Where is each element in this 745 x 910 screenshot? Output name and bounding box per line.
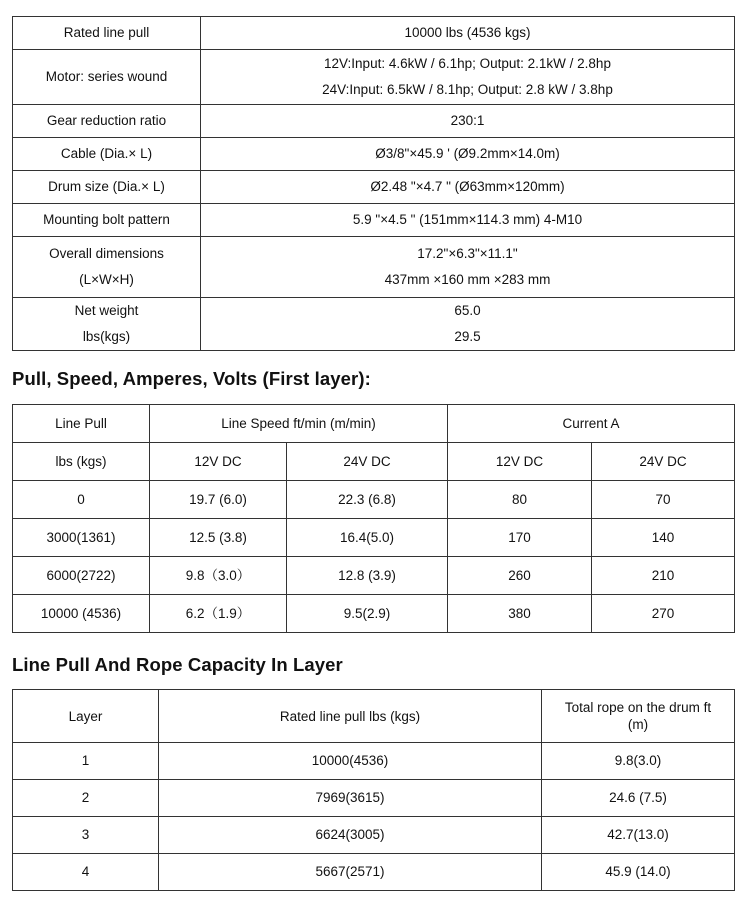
header-speed-24v: 24V DC [287,443,448,481]
cell-total-rope: 9.8(3.0) [542,743,735,780]
cell-speed-24v: 12.8 (3.9) [287,557,448,595]
performance-header-row [13,405,735,443]
header-rated-pull: Rated line pull lbs (kgs) [159,690,542,743]
header-line-speed: Line Speed ft/min (m/min) [150,405,448,443]
cell-total-rope: 42.7(13.0) [542,817,735,854]
cell-current-24v: 140 [592,519,735,557]
spec-row [13,50,735,105]
spec-value-text: Ø2.48 "×4.7 " (Ø63mm×120mm) [370,179,565,194]
cell-layer: 1 [13,743,159,780]
spec-label-text: (L×W×H) [79,272,134,287]
spec-row [13,105,735,138]
performance-subheader-row [13,443,735,481]
spec-label-text: Drum size (Dia.× L) [48,179,165,194]
cell-speed-12v: 9.8（3.0） [150,557,287,595]
spec-label-text: Mounting bolt pattern [43,212,170,227]
spec-value [201,298,735,351]
spec-label [13,171,201,204]
header-speed-12v: 12V DC [150,443,287,481]
spec-label [13,138,201,171]
cell-rated-pull: 10000(4536) [159,743,542,780]
spec-row [13,17,735,50]
spec-value-text: 10000 lbs (4536 kgs) [404,25,531,40]
cell-speed-24v: 16.4(5.0) [287,519,448,557]
header-total-rope-text: Total rope on the drum ft [564,700,712,715]
header-current: Current A [448,405,735,443]
cell-pull: 3000(1361) [13,519,150,557]
cell-current-12v: 80 [448,481,592,519]
spec-value-text: 29.5 [454,329,481,344]
spec-label-text: lbs(kgs) [82,329,131,344]
header-total-rope-text: (m) [627,717,649,732]
table-row [13,595,735,633]
cell-pull: 0 [13,481,150,519]
spec-value-text: Ø3/8"×45.9 ' (Ø9.2mm×14.0m) [375,146,560,161]
table-row [13,743,735,780]
cell-total-rope: 45.9 (14.0) [542,854,735,891]
spec-value-text: 230:1 [450,113,485,128]
specs-table [12,16,735,351]
spec-value-text: 12V:Input: 4.6kW / 6.1hp; Output: 2.1kW / 2.8hp [324,56,611,71]
spec-label-text: Cable (Dia.× L) [60,146,153,161]
table-row [13,481,735,519]
spec-value [201,237,735,298]
layers-header-row [13,690,735,743]
spec-label [13,204,201,237]
spec-label [13,237,201,298]
header-current-24v: 24V DC [592,443,735,481]
spec-value-text: 5.9 "×4.5 " (151mm×114.3 mm) 4-M10 [352,212,583,227]
cell-current-12v: 380 [448,595,592,633]
spec-label [13,17,201,50]
spec-row [13,171,735,204]
table-row [13,817,735,854]
table-row [13,557,735,595]
header-current-12v: 12V DC [448,443,592,481]
spec-value [201,204,735,237]
spec-value [201,50,735,105]
cell-total-rope: 24.6 (7.5) [542,780,735,817]
spec-label-text: Net weight [74,303,139,318]
cell-speed-12v: 19.7 (6.0) [150,481,287,519]
spec-label-text: Motor: series wound [45,69,168,84]
cell-current-24v: 210 [592,557,735,595]
cell-current-24v: 270 [592,595,735,633]
performance-table [12,404,735,633]
spec-label-text: Gear reduction ratio [46,113,167,128]
spec-label-text: Overall dimensions [49,246,164,261]
spec-value-text: 65.0 [454,303,481,318]
cell-current-12v: 260 [448,557,592,595]
table-row [13,780,735,817]
spec-row [13,138,735,171]
header-total-rope [542,690,735,743]
cell-current-24v: 70 [592,481,735,519]
spec-row [13,298,735,351]
cell-current-12v: 170 [448,519,592,557]
spec-row [13,237,735,298]
cell-speed-24v: 9.5(2.9) [287,595,448,633]
cell-layer: 4 [13,854,159,891]
cell-layer: 3 [13,817,159,854]
spec-value [201,17,735,50]
cell-rated-pull: 6624(3005) [159,817,542,854]
spec-label [13,298,201,351]
layers-table [12,689,735,891]
spec-row [13,204,735,237]
cell-layer: 2 [13,780,159,817]
spec-label [13,50,201,105]
header-layer: Layer [13,690,159,743]
spec-value [201,138,735,171]
spec-label-text: Rated line pull [63,25,150,40]
performance-title: Pull, Speed, Amperes, Volts (First layer): [12,368,371,389]
cell-speed-24v: 22.3 (6.8) [287,481,448,519]
header-line-pull: Line Pull [13,405,150,443]
cell-pull: 6000(2722) [13,557,150,595]
cell-speed-12v: 6.2（1.9） [150,595,287,633]
table-row [13,519,735,557]
spec-value-text: 24V:Input: 6.5kW / 8.1hp; Output: 2.8 kW / 3.8hp [322,82,613,97]
spec-value-text: 17.2"×6.3"×11.1" [417,246,518,261]
spec-value [201,171,735,204]
cell-rated-pull: 5667(2571) [159,854,542,891]
spec-value [201,105,735,138]
layers-title: Line Pull And Rope Capacity In Layer [12,654,343,675]
cell-rated-pull: 7969(3615) [159,780,542,817]
spec-value-text: 437mm ×160 mm ×283 mm [384,272,551,287]
spec-label [13,105,201,138]
cell-pull: 10000 (4536) [13,595,150,633]
header-unit: lbs (kgs) [13,443,150,481]
cell-speed-12v: 12.5 (3.8) [150,519,287,557]
table-row [13,854,735,891]
